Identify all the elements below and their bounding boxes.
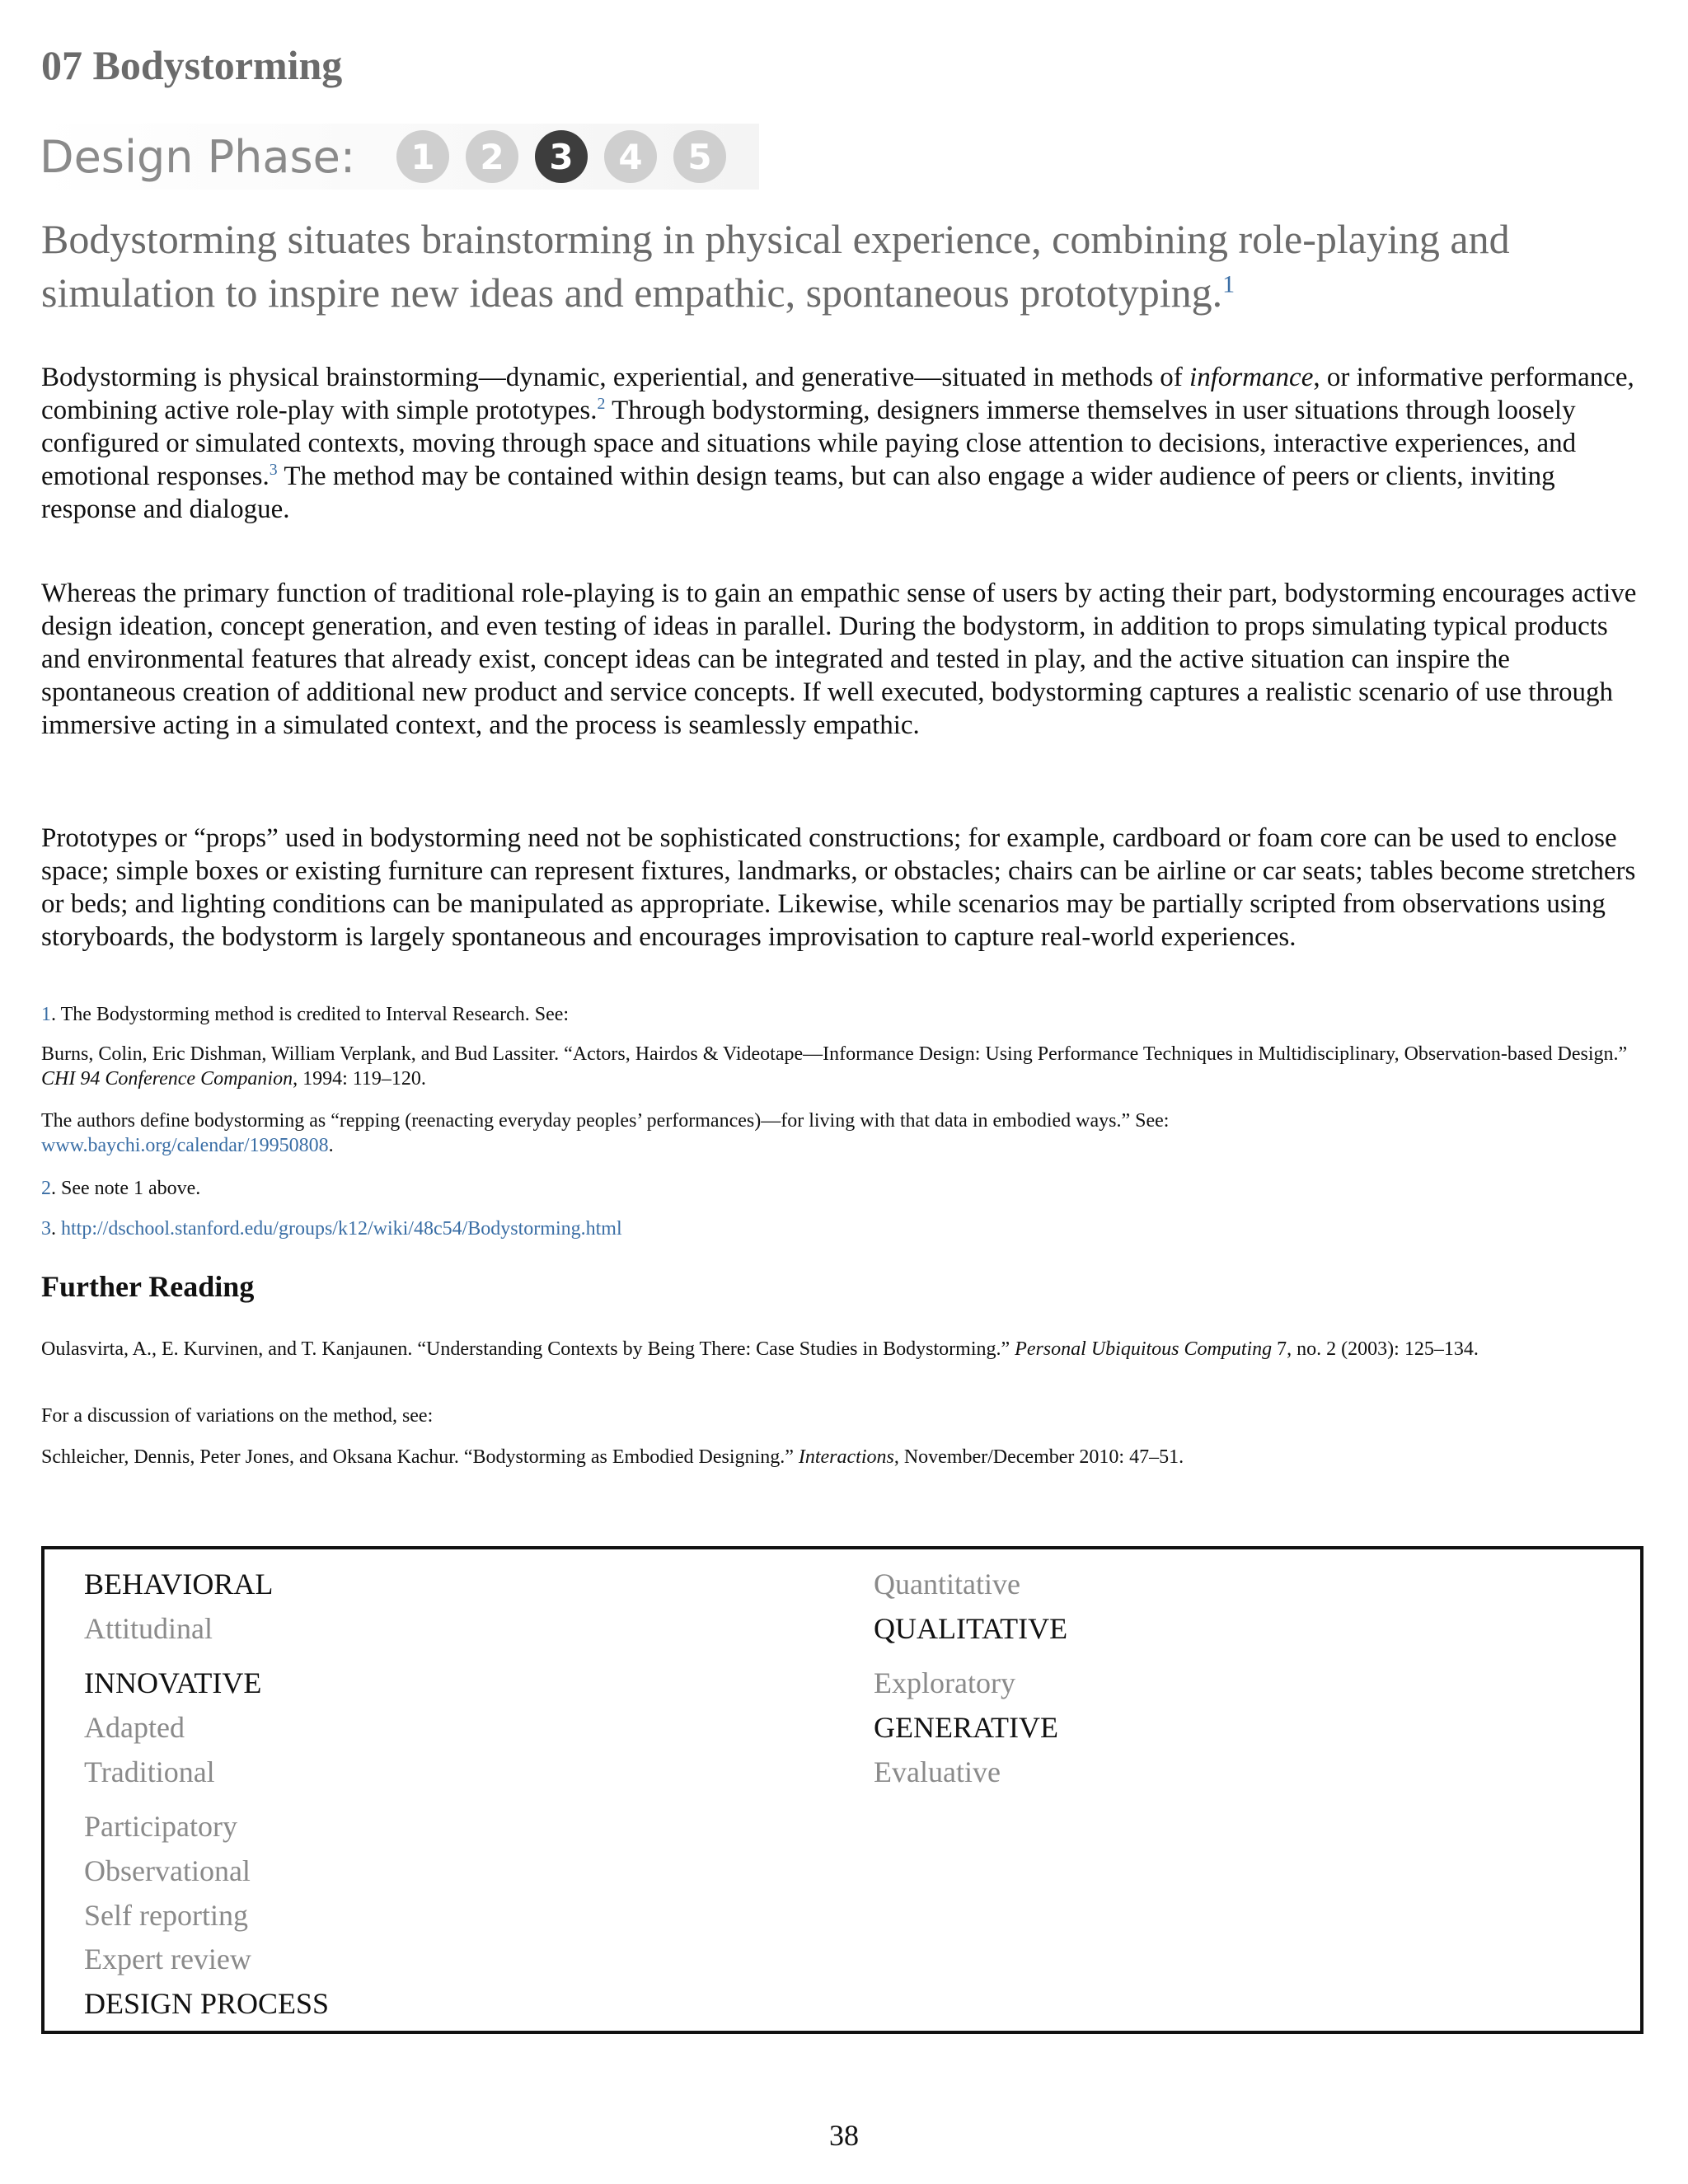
- reading-oulasvirta: [41, 1337, 1648, 1361]
- reading-oulasvirta-text: Oulasvirta, A., E. Kurvinen, and T. Kanjaunen. “Understanding Contexts by Being There: Case Studies in Bodystorming.”: [41, 1338, 1015, 1360]
- class-left-0: BEHAVIORAL: [84, 1568, 274, 1601]
- para1-text-d: The method may be contained within design teams, but can also engage a wider audience of peers or clients, inviting response and dialogue.: [41, 462, 1555, 524]
- class-left-8: Expert review: [84, 1943, 251, 1975]
- body-paragraph-1: [41, 361, 1648, 526]
- class-right-4: Evaluative: [874, 1755, 1001, 1788]
- lede-text: Bodystorming situates brainstorming in physical experience, combining role-playing and simulation to inspire new ideas and empathic, spontaneous prototyping.: [41, 216, 1510, 316]
- citation-burns-venue: CHI 94 Conference Companion: [41, 1068, 293, 1090]
- lede-summary: [41, 213, 1648, 320]
- footnote-2-number: 2: [41, 1178, 51, 1199]
- class-left-4: Traditional: [84, 1755, 215, 1788]
- para1-text-b: , or informative performance, combining active role-play with simple prototypes.: [41, 363, 1634, 425]
- reading-oulasvirta-end: 7, no. 2 (2003): 125–134.: [1272, 1338, 1479, 1360]
- class-left-3: Adapted: [84, 1711, 185, 1744]
- reading-schleicher: [41, 1445, 1648, 1469]
- design-phase-indicator: [40, 124, 759, 190]
- page-number: 38: [829, 2119, 859, 2152]
- para1-text-a: Bodystorming is physical brainstorming—dynamic, experiential, and generative—situated in methods of: [41, 363, 1190, 392]
- design-phase-label: Design Phase:: [40, 130, 356, 183]
- dschool-link[interactable]: http://dschool.stanford.edu/groups/k12/wiki/48c54/Bodystorming.html: [61, 1218, 622, 1240]
- footnote-1-number: 1: [41, 1004, 51, 1025]
- class-right-2: Exploratory: [874, 1666, 1015, 1699]
- citation-burns-end: , 1994: 119–120.: [293, 1068, 426, 1090]
- page-title: 07 Bodystorming: [41, 42, 343, 88]
- reading-schleicher-end: , November/December 2010: 47–51.: [893, 1446, 1184, 1468]
- authors-definition-end: .: [328, 1135, 334, 1156]
- citation-burns-text: Burns, Colin, Eric Dishman, William Verplank, and Bud Lassiter. “Actors, Hairdos & Videotape—Informance Design: Using Performance Techniques in Multidisciplinary, Observation-based Design.”: [41, 1043, 1628, 1065]
- footnote-ref-2[interactable]: 2: [597, 395, 606, 413]
- body-paragraph-2: Whereas the primary function of traditional role-playing is to gain an empathic sense of users by acting their part, bodystorming encourages active design ideation, concept generation, and even testing of ideas in parallel. During the bodystorm, in addition to props simulating typical products and environmental features that already exist, concept ideas can be integrated and tested in play, and the active situation can inspire the spontaneous creation of additional new product and service concepts. If well executed, bodystorming captures a realistic scenario of use through immersive acting in a simulated context, and the process is seamlessly empathic.: [41, 579, 1637, 740]
- class-left-2: INNOVATIVE: [84, 1666, 262, 1699]
- class-right-0: Quantitative: [874, 1568, 1020, 1601]
- reading-schleicher-venue: Interactions: [798, 1446, 894, 1468]
- class-left-1: Attitudinal: [84, 1612, 213, 1645]
- phase-step-1: 1: [396, 130, 449, 183]
- class-left-9: DESIGN PROCESS: [84, 1987, 330, 2020]
- footnote-ref-3[interactable]: 3: [269, 461, 278, 479]
- footnote-2-text: . See note 1 above.: [51, 1178, 201, 1199]
- class-left-5: Participatory: [84, 1810, 237, 1843]
- authors-definition: [41, 1108, 1648, 1158]
- body-paragraph-3: Prototypes or “props” used in bodystorming need not be sophisticated constructions; for example, cardboard or foam core can be used to enclose space; simple boxes or existing furniture can represent fixtures, landmarks, or obstacles; chairs can be airline or car seats; tables become stretchers or beds; and lighting conditions can be manipulated as appropriate. Likewise, while scenarios may be partially scripted from observations using storyboards, the bodystorm is largely spontaneous and encourages improvisation to capture real-world experiences.: [41, 823, 1636, 952]
- further-reading-heading: Further Reading: [41, 1270, 255, 1303]
- footnote-3-number: 3: [41, 1218, 51, 1240]
- phase-step-5: 5: [673, 130, 726, 183]
- reading-variations-intro: For a discussion of variations on the method, see:: [41, 1405, 434, 1427]
- class-left-7: Self reporting: [84, 1899, 248, 1932]
- phase-step-2: 2: [466, 130, 518, 183]
- footnote-2: [41, 1176, 1648, 1201]
- footnote-3: [41, 1216, 1648, 1241]
- citation-burns: [41, 1042, 1648, 1091]
- class-right-1: QUALITATIVE: [874, 1612, 1068, 1645]
- footnote-ref-1[interactable]: 1: [1222, 270, 1236, 298]
- footnote-3-separator: .: [51, 1218, 61, 1240]
- reading-schleicher-text: Schleicher, Dennis, Peter Jones, and Oksana Kachur. “Bodystorming as Embodied Designing.”: [41, 1446, 799, 1468]
- authors-definition-text: The authors define bodystorming as “repping (reenacting everyday peoples’ performances)—for living with that data in embodied ways.” See:: [41, 1110, 1170, 1132]
- baychi-link[interactable]: www.baychi.org/calendar/19950808: [41, 1135, 329, 1156]
- phase-step-4: 4: [604, 130, 657, 183]
- class-left-6: Observational: [84, 1854, 251, 1887]
- method-classification-box: [41, 1546, 1643, 2034]
- footnote-1-text: . The Bodystorming method is credited to Interval Research. See:: [51, 1004, 570, 1025]
- para1-text-c: Through bodystorming, designers immerse themselves in user situations through loosely configured or simulated contexts, moving through space and situations while paying close attention to decisions, interactive experiences, and emotional responses.: [41, 396, 1577, 491]
- reading-oulasvirta-venue: Personal Ubiquitous Computing: [1015, 1338, 1273, 1360]
- class-right-3: GENERATIVE: [874, 1711, 1058, 1744]
- para1-emphasis: informance: [1189, 363, 1314, 392]
- phase-step-3-active: 3: [535, 130, 588, 183]
- footnote-1: [41, 1002, 1648, 1027]
